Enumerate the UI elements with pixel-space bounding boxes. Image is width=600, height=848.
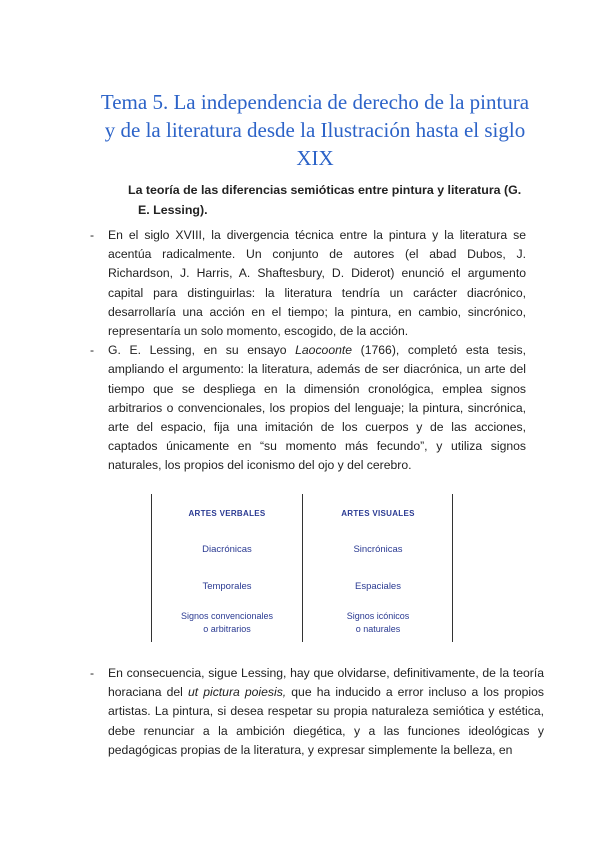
table-cell-line: o naturales [355, 624, 401, 634]
table-cell: Sincrónicas [353, 544, 403, 555]
table-cell [303, 610, 453, 636]
section-subtitle [128, 180, 528, 220]
bullet-item-1 [90, 226, 526, 341]
table-cell [152, 610, 302, 636]
table-cell: Diacrónicas [202, 544, 252, 555]
bullet-item-2 [90, 341, 526, 475]
bullet-dash: - [90, 228, 95, 242]
table-cell-line: Signos icónicos [346, 611, 410, 621]
bullet-dash: - [90, 666, 95, 680]
table-column-visual [303, 494, 453, 642]
column-header: ARTES VERBALES [188, 509, 266, 518]
bullet-text: En consecuencia, sigue Lessing, hay que olvidarse, definitivamente, de la teoría horaciana del [108, 666, 544, 700]
bullet-text: G. E. Lessing, en su ensayo [108, 343, 296, 358]
bullet-list [90, 226, 526, 476]
bullet-text: En el siglo XVIII, la divergencia técnica entre la pintura y la literatura se acentúa radicalmente. Un conjunto de autores (el abad Dubos, J. Richardson, J. Harris, A. Shaftesbury, D. Diderot) enunció el argumento capital para distinguirlas: la literatura tendría un carácter diacrónico, desarrollaría una acción en el tiempo; la pintura, en cambio, sincrónico, representaría un solo momento, escogido, de la acción. [108, 228, 526, 339]
bullet-text-cont: (1766), completó esta tesis, ampliando el argumento: la literatura, además de ser diacrónica, un arte del tiempo que se despliega en la dimensión cronológica, emplea signos arbitrarios o convencionales, los propios del lenguaje; la pintura, sincrónica, arte del espacio, fija una imitación de los cuerpos y de las acciones, captados únicamente en “su momento más fecundo”, y utiliza signos naturales, los propios del iconismo del ojo y del cerebro. [108, 343, 526, 473]
bullet-dash: - [90, 343, 95, 358]
bullet-item-3 [90, 664, 544, 760]
bullet-text-cont: que ha inducido a error incluso a los propios artistas. La pintura, si desea respetar su propia naturaleza semiótica y estética, debe renunciar a la ambición diegética, y a las funciones ideológicas y pedagógicas propias de la literatura, y expresar simplemente la belleza, en [108, 685, 544, 757]
table-cell-line: o arbitrarios [203, 624, 251, 634]
comparison-table [151, 494, 453, 642]
table-column-verbal [152, 494, 302, 642]
subtitle-line-1: La teoría de las diferencias semióticas entre pintura y literatura (G. [128, 183, 522, 197]
book-title: Laocoonte [295, 343, 353, 358]
table-cell-line: Signos convencionales [180, 611, 274, 621]
table-cell: Espaciales [355, 581, 401, 592]
latin-phrase: ut pictura poiesis, [187, 685, 287, 700]
subtitle-line-2: E. Lessing). [138, 203, 208, 217]
table-cell: Temporales [202, 581, 252, 592]
column-header: ARTES VISUALES [341, 509, 415, 518]
page-title: Tema 5. La independencia de derecho de la pintura y de la literatura desde la Ilustración hasta el siglo XIX [100, 90, 530, 170]
